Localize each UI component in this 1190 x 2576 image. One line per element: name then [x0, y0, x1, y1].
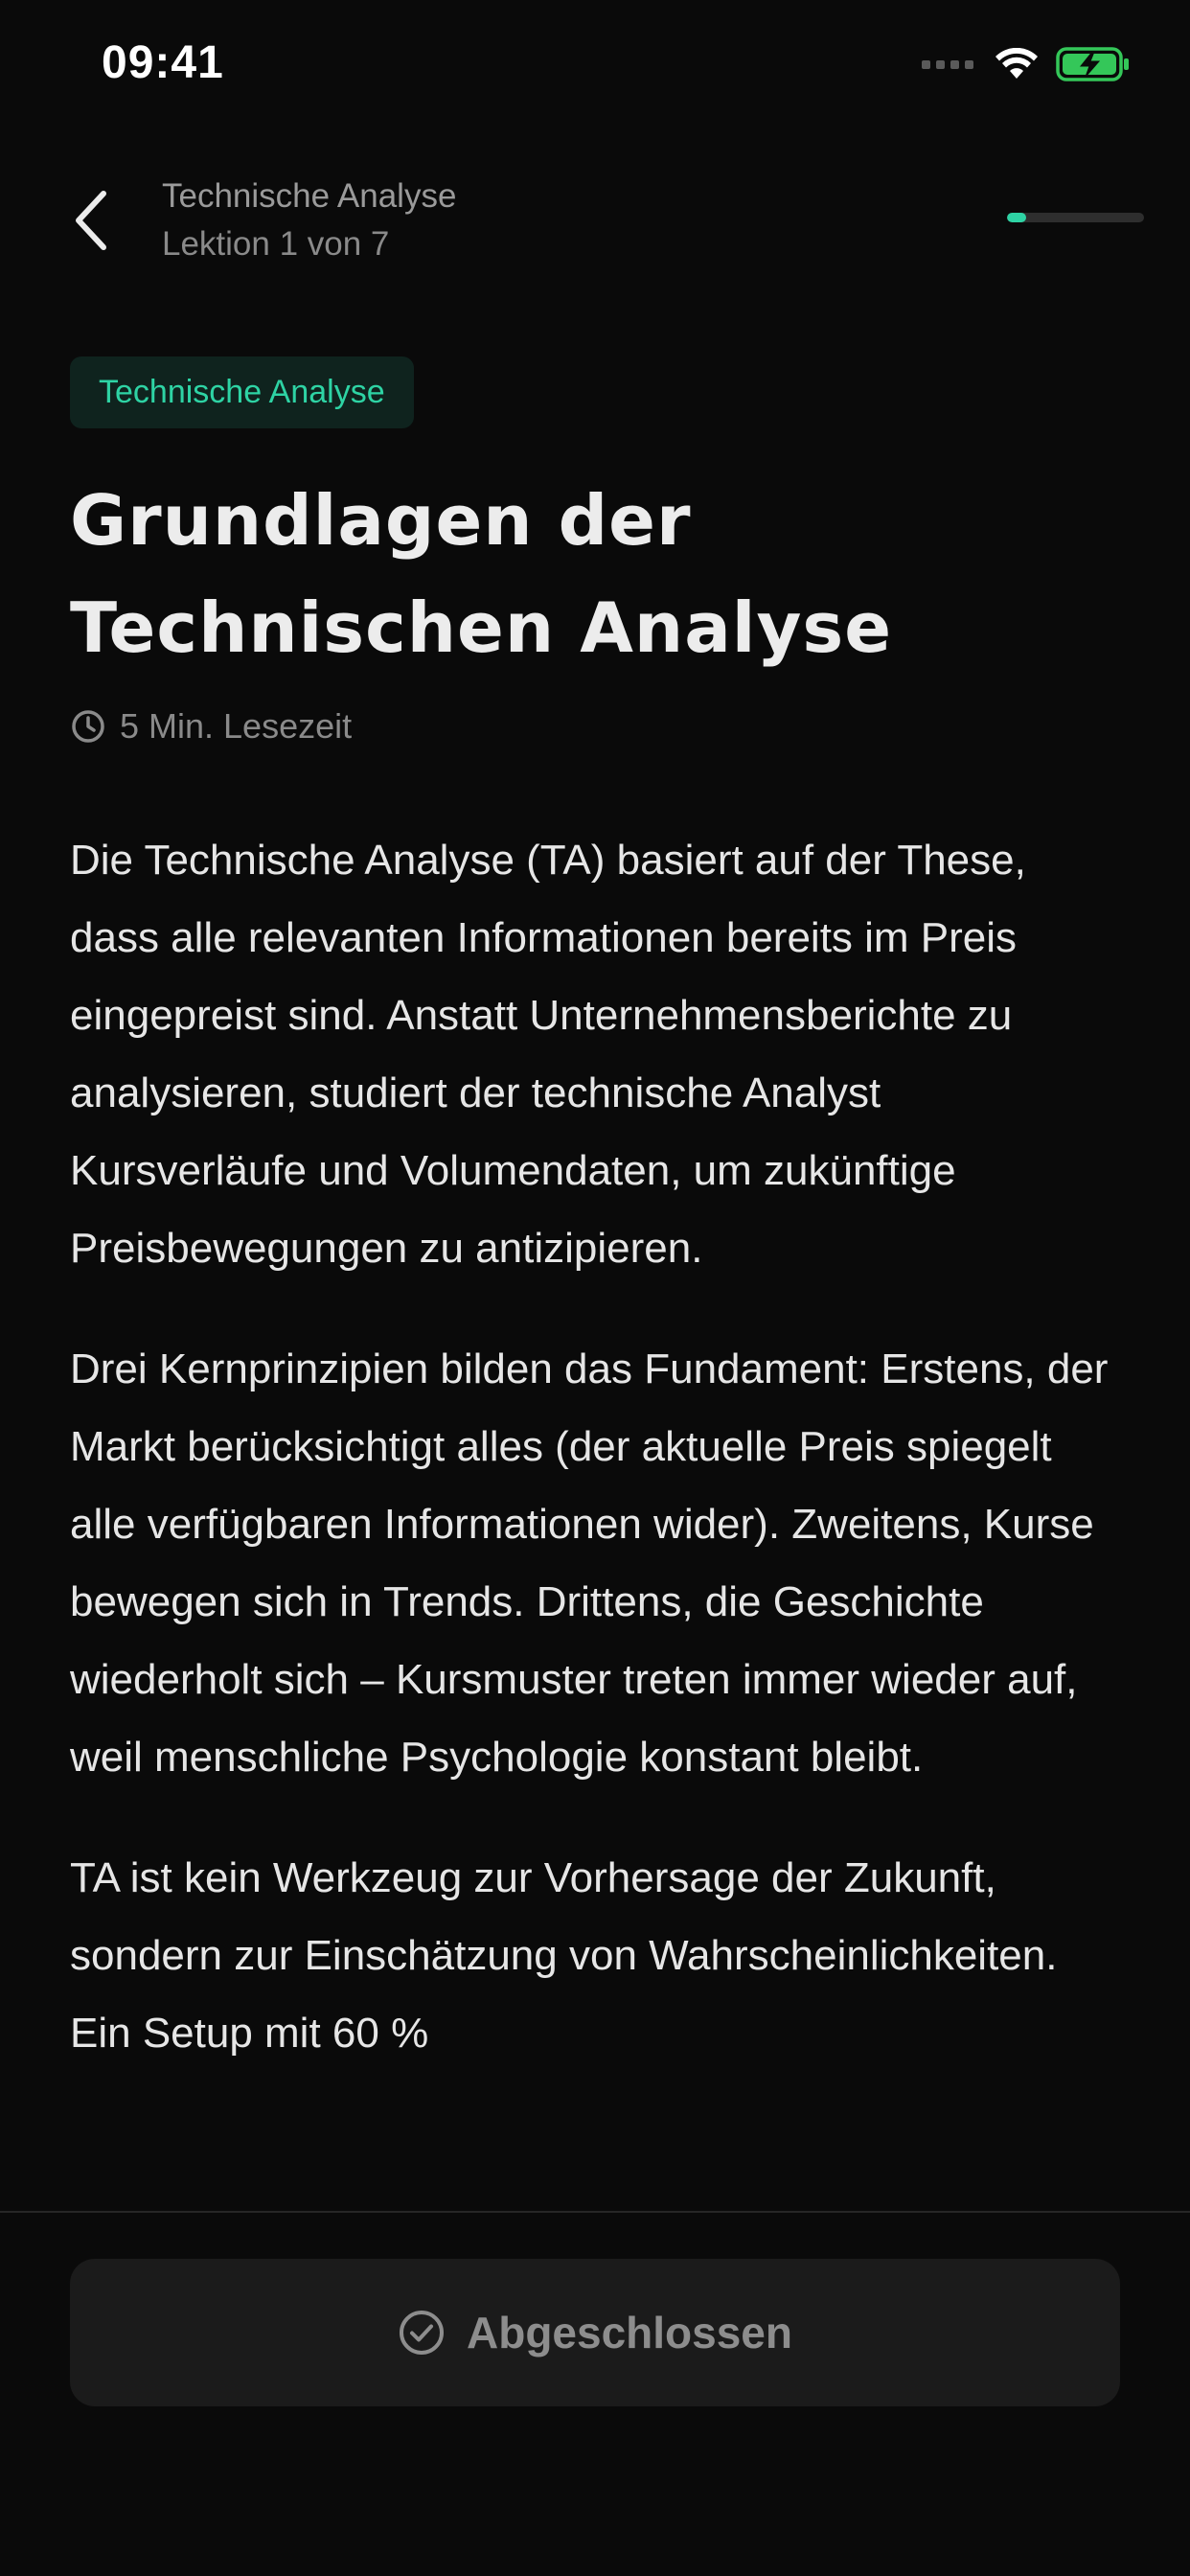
wifi-icon	[995, 48, 1039, 80]
back-button[interactable]	[61, 182, 123, 259]
status-bar	[0, 0, 1190, 134]
check-circle-icon	[398, 2309, 446, 2357]
signal-icon	[922, 60, 973, 69]
lesson-title	[70, 467, 1124, 681]
lesson-header	[0, 172, 1190, 268]
read-time	[70, 706, 1124, 747]
status-time: 09:41	[102, 37, 224, 88]
paragraph: Die Technische Analyse (TA) basiert auf der These, dass alle relevanten Informationen bereits im Preis eingepreist sind. Anstatt Unternehmensberichte zu analysieren, studiert der technische Analyst Kursverläufe und Volumendaten, um zukünftige Preisbewegungen zu antizipieren.	[70, 837, 1026, 1272]
lesson-title-line-2: Technischen Analyse	[70, 587, 893, 668]
status-icons	[922, 46, 1131, 82]
paragraph: TA ist kein Werkzeug zur Vorhersage der Zukunft, sondern zur Einschätzung von Wahrscheinlichkeiten. Ein Setup mit 60 %	[70, 1854, 1058, 2057]
paragraph: Drei Kernprinzipien bilden das Fundament: Erstens, der Markt berücksichtigt alles (der aktuelle Preis spiegelt alle verfügbaren Informationen wider). Zweitens, Kurse bewegen sich in Trends. Drittens, die Geschichte wiederholt sich – Kursmuster treten immer wieder auf, weil menschliche Psychologie konstant bleibt.	[70, 1346, 1109, 1781]
lesson-progress-bar	[1007, 213, 1144, 222]
header-text	[162, 172, 456, 268]
category-badge: Technische Analyse	[70, 356, 414, 428]
lesson-progress-fill	[1007, 213, 1026, 222]
lesson-footer	[0, 2213, 1190, 2576]
lesson-title-line-1: Grundlagen der	[70, 480, 692, 561]
lesson-counter: Lektion 1 von 7	[162, 225, 390, 263]
lesson-body	[70, 821, 1124, 2072]
clock-icon	[70, 708, 106, 745]
complete-button[interactable]	[70, 2259, 1120, 2406]
lesson-content[interactable]	[70, 356, 1124, 2212]
read-time-label: 5 Min. Lesezeit	[120, 706, 353, 746]
battery-charging-icon	[1056, 46, 1131, 82]
chevron-left-icon	[73, 190, 111, 251]
course-title: Technische Analyse	[162, 177, 457, 215]
complete-button-label: Abgeschlossen	[467, 2308, 792, 2358]
